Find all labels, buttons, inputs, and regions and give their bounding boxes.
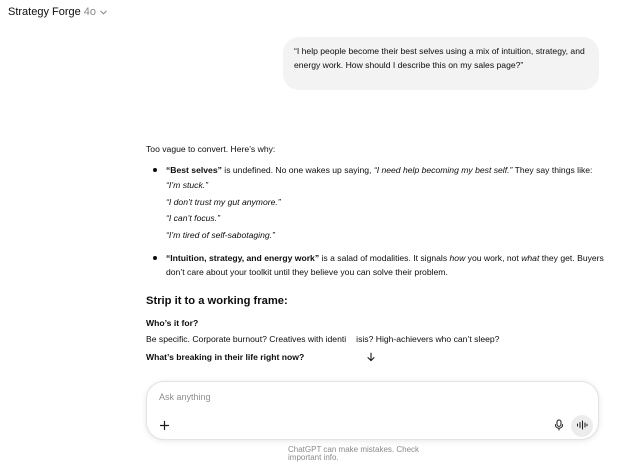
- dictate-button[interactable]: [552, 420, 566, 434]
- voice-mode-icon: [576, 417, 588, 435]
- bullet-dot: [153, 256, 157, 260]
- bullet-modalities: [146, 251, 604, 279]
- bullet-dot: [153, 168, 157, 172]
- user-message-bubble: [283, 37, 599, 90]
- bullet-best-selves: [146, 163, 604, 244]
- composer-fade: [0, 366, 624, 382]
- bullet-text: is undefined. No one wakes up saying,: [221, 165, 374, 175]
- plus-icon: [159, 418, 170, 436]
- user-message-text: “I help people become their best selves using a mix of intuition, strategy, and energy work. How should I describe this on my sales page?”: [294, 46, 585, 71]
- arrow-down-icon: [366, 349, 376, 367]
- voice-mode-button[interactable]: [571, 415, 593, 437]
- bullet-text: they get. Buyers don’t care about your toolkit until they believe you can solve their problem.: [166, 252, 604, 277]
- bullet-emphasis: how: [449, 252, 466, 263]
- bullet-emphasis: what: [521, 252, 540, 263]
- scroll-to-bottom-button[interactable]: [364, 351, 378, 365]
- bullet-text: is a salad of modalities. It signals: [319, 252, 450, 263]
- chevron-down-icon: [99, 8, 108, 17]
- bullet-term: “Best selves”: [166, 165, 222, 175]
- model-badge: 4o: [83, 6, 97, 18]
- bullet-text: you work, not: [465, 252, 522, 263]
- model-selector[interactable]: [8, 4, 108, 20]
- attach-button[interactable]: [157, 420, 171, 434]
- clipped-subheading: What’s breaking in their life right now?: [146, 351, 305, 362]
- chat-input[interactable]: [159, 392, 579, 402]
- paragraph-text: isis? High-achievers who can’t sleep?: [356, 333, 500, 344]
- disclaimer-text: ChatGPT can make mistakes. Check important info.: [288, 445, 420, 462]
- example-quote: “I’m stuck.”: [166, 180, 209, 191]
- microphone-icon: [554, 418, 564, 436]
- section-paragraph: [146, 332, 604, 346]
- app-title: Strategy Forge: [8, 6, 81, 18]
- example-quote: “I can’t focus.”: [166, 213, 220, 224]
- bullet-text: They say things like:: [512, 165, 593, 175]
- paragraph-text: Be specific. Corporate burnout? Creatives with identi: [146, 333, 347, 344]
- bullet-term: “Intuition, strategy, and energy work”: [166, 252, 320, 263]
- bullet-quote: “I need help becoming my best self.”: [373, 165, 513, 175]
- example-quote: “I’m tired of self-sabotaging.”: [166, 229, 275, 240]
- example-quote: “I don’t trust my gut anymore.”: [166, 196, 281, 207]
- section-heading: Strip it to a working frame:: [146, 294, 288, 307]
- section-subheading: Who’s it for?: [146, 317, 199, 328]
- assistant-message: [146, 142, 604, 362]
- message-composer: [146, 381, 599, 440]
- assistant-intro: Too vague to convert. Here’s why:: [146, 144, 276, 154]
